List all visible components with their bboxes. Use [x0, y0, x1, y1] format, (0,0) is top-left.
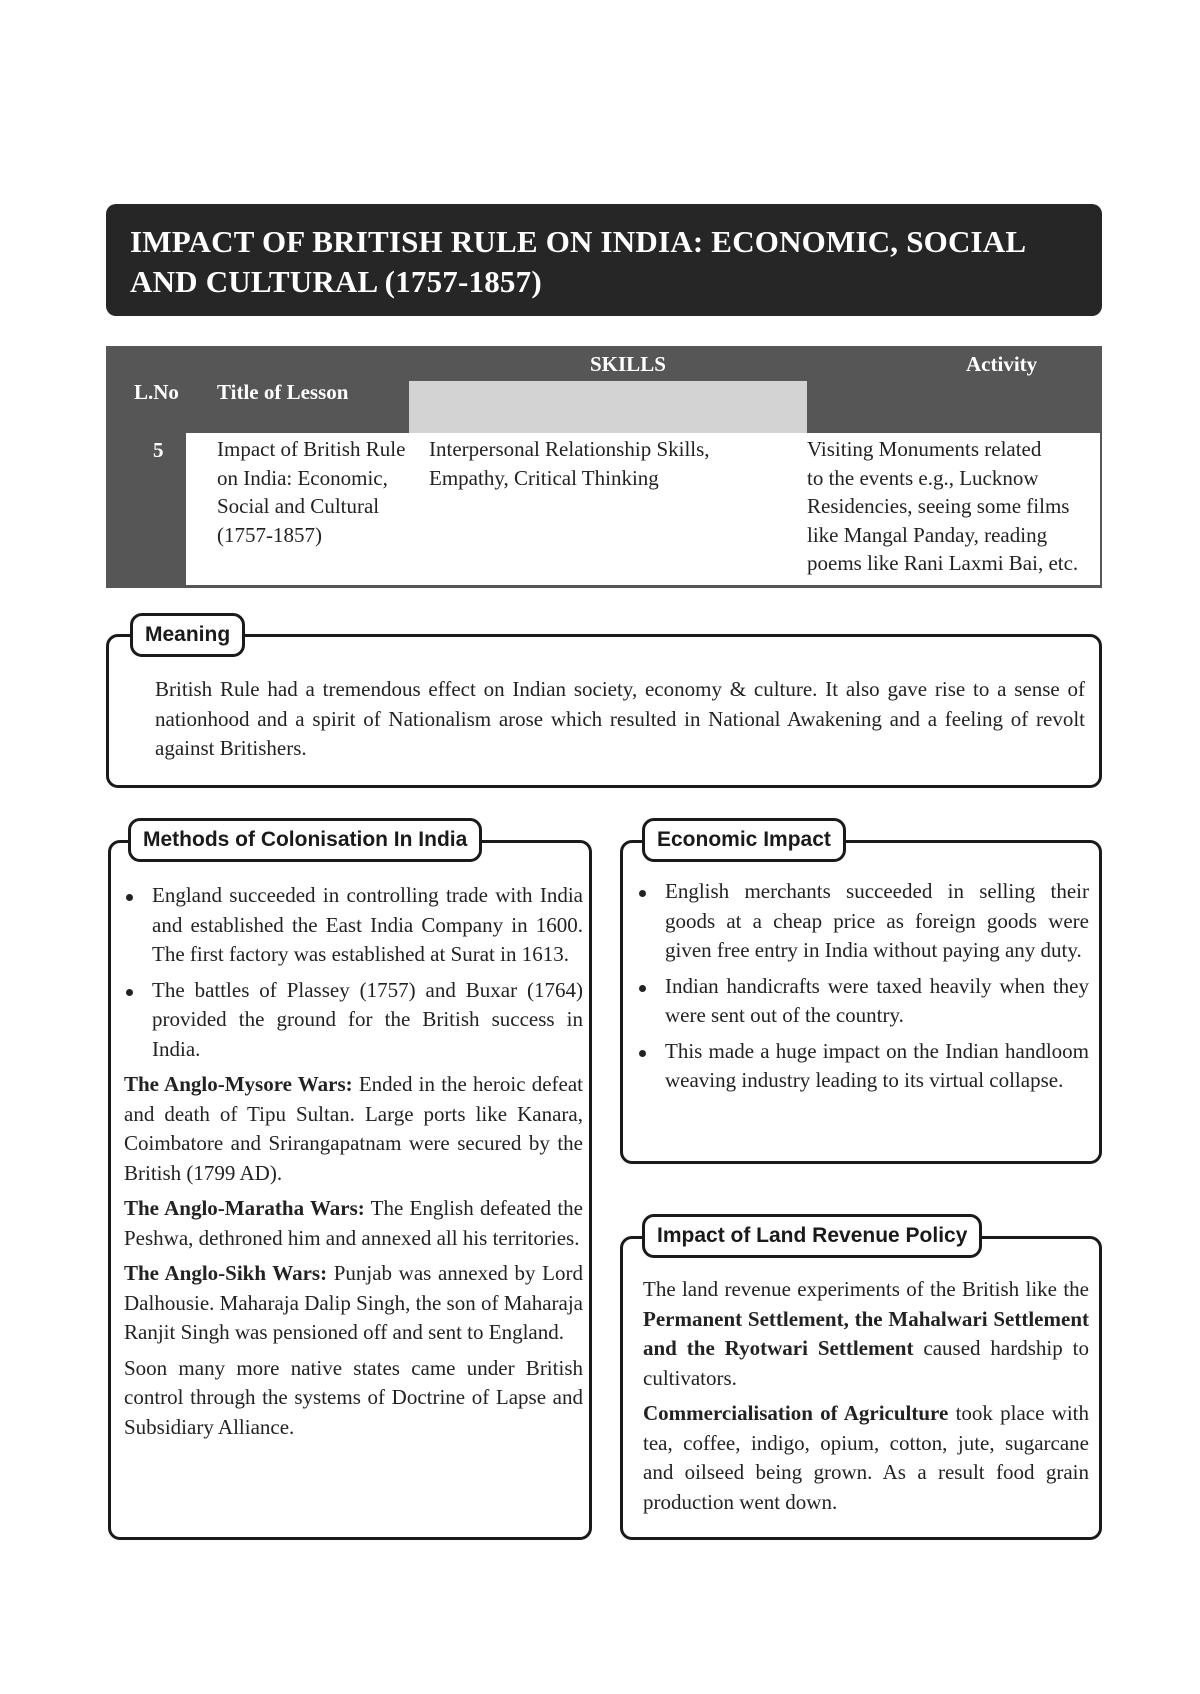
commercialisation-text: took place with tea, coffee, indigo, opium, cotton, jute, sugarcane and oilseed being grown. As a result food grain production went down.	[643, 1401, 1090, 1514]
anglo-mysore-paragraph	[124, 1070, 583, 1188]
economic-bullet-text: Indian handicrafts were taxed heavily when they were sent out of the country.	[665, 973, 1089, 1027]
list-item	[124, 881, 583, 970]
economic-bullet-list	[637, 877, 1089, 1096]
methods-bullet-list	[124, 881, 583, 1064]
list-item	[637, 877, 1089, 966]
meaning-text: British Rule had a tremendous effect on Indian society, economy & culture. It also gave rise to a sense of nationhood and a spirit of Nationalism arose which resulted in National Awakening and a feeling of revolt against Britishers.	[155, 677, 1085, 760]
land-revenue-p1-start: The land revenue experiments of the British like the	[643, 1277, 1089, 1301]
bullet-icon	[126, 894, 133, 901]
col-header-activity: Activity	[966, 352, 1038, 376]
anglo-sikh-paragraph	[124, 1259, 583, 1348]
land-revenue-paragraph-1	[643, 1275, 1089, 1393]
anglo-mysore-text: Ended in the heroic defeat and death of Tipu Sultan. Large ports like Kanara, Coimbatore and Srirangapatnam were secured by the British (1799 AD).	[124, 1072, 583, 1185]
methods-bullet-text: England succeeded in controlling trade with India and established the East India Company in 1600. The first factory was established at Surat in 1613.	[152, 883, 583, 966]
methods-heading: Methods of Colonisation In India	[128, 818, 482, 862]
anglo-sikh-text: Punjab was annexed by Lord Dalhousie. Maharaja Dalip Singh, the son of Maharaja Ranjit Singh was pensioned off and sent to England.	[124, 1261, 583, 1344]
col-header-title: Title of Lesson	[217, 380, 349, 404]
lesson-table	[106, 346, 1102, 588]
list-item	[637, 1037, 1089, 1096]
anglo-maratha-label: The Anglo-Maratha Wars:	[124, 1196, 365, 1220]
lesson-row	[186, 433, 1100, 585]
anglo-sikh-label: The Anglo-Sikh Wars:	[124, 1261, 328, 1285]
methods-content	[124, 881, 583, 1448]
bullet-icon	[639, 890, 646, 897]
chapter-title-banner	[106, 204, 1102, 316]
methods-closing-text: Soon many more native states came under British control through the systems of Doctrine of Lapse and Subsidiary Alliance.	[124, 1355, 583, 1439]
col-header-skills: SKILLS	[590, 352, 666, 376]
methods-bullet-text: The battles of Plassey (1757) and Buxar (1764) provided the ground for the British success in India.	[152, 977, 583, 1061]
land-revenue-paragraph-2	[643, 1399, 1089, 1517]
economic-impact-box	[620, 840, 1102, 1164]
commercialisation-label: Commercialisation of Agriculture	[643, 1401, 949, 1425]
bullet-icon	[639, 985, 646, 992]
anglo-maratha-text: The English defeated the Peshwa, dethroned him and annexed all his territories.	[124, 1196, 583, 1250]
economic-content	[637, 877, 1089, 1102]
skills-subheader-band	[409, 381, 807, 433]
land-revenue-p1-end: caused hardship to cultivators.	[643, 1336, 1089, 1390]
settlement-systems: Permanent Settlement, the Mahalwari Settlement and the Ryotwari Settlement	[643, 1306, 1089, 1360]
chapter-title-line-2: AND CULTURAL (1757-1857)	[130, 264, 542, 299]
methods-box	[108, 840, 592, 1540]
land-revenue-box	[620, 1236, 1102, 1540]
anglo-maratha-paragraph	[124, 1194, 583, 1253]
economic-bullet-text: This made a huge impact on the Indian handloom weaving industry leading to its virtual collapse.	[665, 1038, 1089, 1092]
list-item	[637, 972, 1089, 1031]
chapter-title	[130, 222, 1078, 302]
meaning-heading: Meaning	[130, 613, 245, 657]
lesson-skills-cell: Interpersonal Relationship Skills, Empathy, Critical Thinking	[429, 437, 710, 490]
bullet-icon	[639, 1050, 646, 1057]
col-header-lno: L.No	[134, 380, 179, 404]
land-revenue-content	[643, 1275, 1089, 1523]
anglo-mysore-label: The Anglo-Mysore Wars:	[124, 1072, 353, 1096]
meaning-box	[106, 634, 1102, 788]
lesson-activity-cell: Visiting Monuments related to the events e.g., Lucknow Residencies, seeing some films like Mangal Panday, reading poems like Rani Laxmi Bai, etc.	[807, 437, 1079, 575]
lesson-number: 5	[153, 438, 164, 462]
bullet-icon	[126, 989, 133, 996]
lesson-title-cell: Impact of British Rule on India: Economic, Social and Cultural (1757-1857)	[217, 437, 406, 547]
economic-impact-heading: Economic Impact	[642, 818, 846, 862]
chapter-title-line-1: IMPACT OF BRITISH RULE ON INDIA: ECONOMIC, SOCIAL	[130, 224, 1027, 259]
land-revenue-heading: Impact of Land Revenue Policy	[642, 1214, 982, 1258]
list-item	[124, 976, 583, 1065]
economic-bullet-text: English merchants succeeded in selling their goods at a cheap price as foreign goods were given free entry in India without paying any duty.	[665, 879, 1089, 962]
